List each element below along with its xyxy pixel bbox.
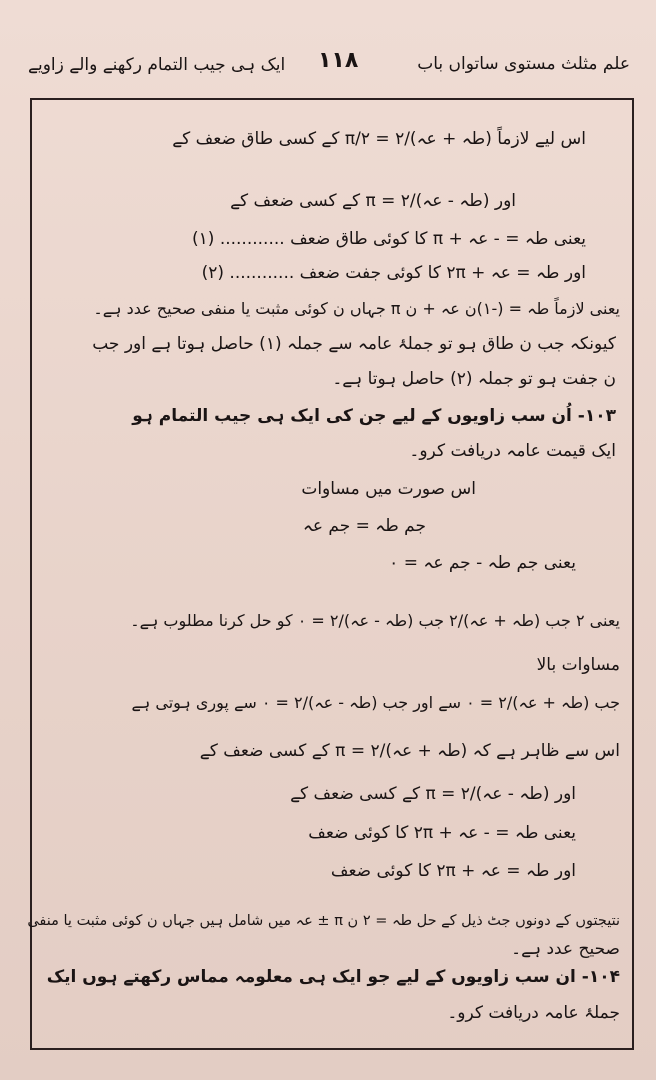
text-line: ن جفت ہو تو جملہ (۲) حاصل ہوتا ہے۔: [332, 369, 616, 389]
equation: یعنی طہ = - عہ + ۲π کا کوئی ضعف: [308, 823, 576, 843]
section-heading: ۱۰۴- ان سب زاویوں کے لیے جو ایک ہی معلومہ مماس رکھتے ہوں ایک: [46, 967, 620, 987]
equation: اس سے ظاہر ہے کہ (طہ + عہ)/۲ = π کے کسی ضعف کے: [199, 741, 620, 761]
text-line: اس لیے لازماً (طہ + عہ)/۲ = π/۲ کے کسی طاق ضعف کے: [172, 129, 586, 149]
text-line: اور طہ = عہ + ۲π کا کوئی جفت ضعف ............ (۲): [201, 263, 586, 283]
text-line: صحیح عدد ہے۔: [511, 939, 620, 959]
text-line: یعنی لازماً طہ = (-۱)ن عہ + ن π جہاں ن کوئی مثبت یا منفی صحیح عدد ہے۔: [93, 299, 620, 318]
text-line: یعنی طہ = - عہ + π کا کوئی طاق ضعف ............ (۱): [192, 229, 586, 249]
page-header: [18, 48, 638, 88]
chapter-title: علم مثلث مستوی ساتواں باب: [417, 54, 630, 74]
equation: یعنی جم طہ - جم عہ = ۰: [389, 553, 576, 573]
text-line: جملۂ عامہ دریافت کرو۔: [447, 1003, 620, 1023]
equation: یعنی ۲ جب (طہ + عہ)/۲ جب (طہ - عہ)/۲ = ۰ کو حل کرنا مطلوب ہے۔: [130, 611, 620, 630]
equation: جب (طہ + عہ)/۲ = ۰ سے اور جب (طہ - عہ)/۲ = ۰ سے پوری ہوتی ہے: [131, 693, 620, 712]
text-line: اور (طہ - عہ)/۲ = π کے کسی ضعف کے: [230, 191, 516, 211]
text-line: نتیجتوں کے دونوں جٹ ذیل کے حل طہ = ۲ ن π ± عہ میں شامل ہیں جہاں ن کوئی مثبت یا منفی: [27, 913, 620, 929]
text-line: اس صورت میں مساوات: [301, 479, 476, 499]
section-heading: ۱۰۳- اُن سب زاویوں کے لیے جن کی ایک ہی جیب التمام ہو: [132, 406, 616, 426]
section-title: ایک ہی جیب التمام رکھنے والے زاویے: [28, 55, 286, 75]
equation: اور طہ = عہ + ۲π کا کوئی ضعف: [330, 861, 576, 881]
page-number: ۱۱۸: [318, 48, 359, 73]
text-line: مساوات بالا: [536, 655, 620, 675]
equation: اور (طہ - عہ)/۲ = π کے کسی ضعف کے: [290, 784, 576, 804]
text-line: کیونکہ جب ن طاق ہو تو جملۂ عامہ سے جملہ (۱) حاصل ہوتا ہے اور جب: [92, 334, 616, 354]
equation: جم طہ = جم عہ: [302, 516, 426, 536]
text-line: ایک قیمت عامہ دریافت کرو۔: [409, 441, 616, 461]
